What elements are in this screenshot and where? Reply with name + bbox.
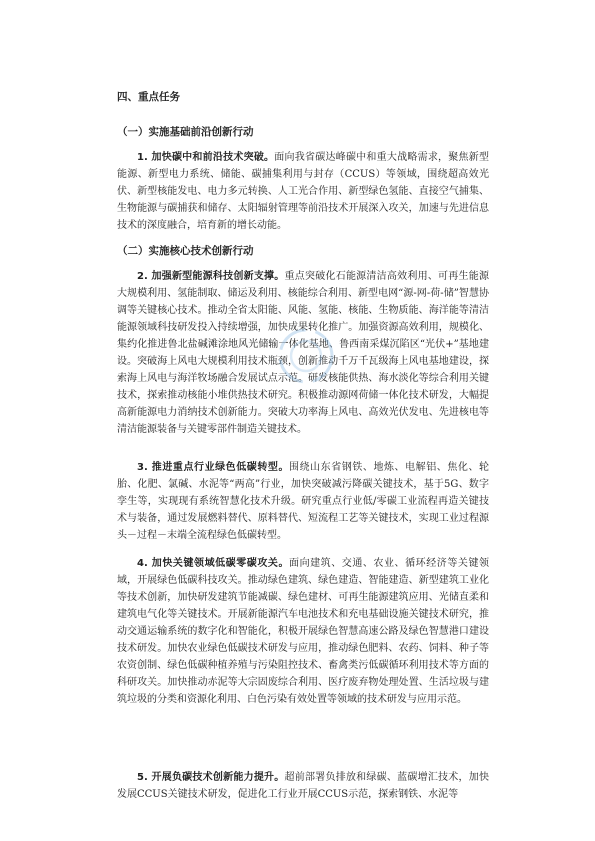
- paragraph-4-body: 面向建筑、交通、农业、循环经济等关键领域，开展绿色低碳科技攻关。推动绿色建筑、绿色建造、智能建造、新型建筑工业化等技术创新，加快研发建筑节能减碳、绿色建材、可再生能源建筑应用、光储直柔和建筑电气化等关键技术。开展新能源汽车电池技术和充电基础设施关键技术研究，推动交通运输系统的数字化和智能化，积极开展绿色智慧高速公路及绿色智慧港口建设技术研发。加快农业绿色低碳技术研发与应用，推动绿色肥料、农药、饲料、种子等农资创制、绿色低碳种植养殖与污染阻控技术、畜禽类污低碳循环利用技术等方面的科研攻关。加快推动赤泥等大宗固废综合利用、医疗废弃物处理处置、生活垃圾与建筑垃圾的分类和资源化利用、白色污染有效处置等领域的技术研发与应用示范。: [117, 558, 489, 705]
- paragraph-1-lead: 1. 加快碳中和前沿技术突破。: [137, 152, 275, 163]
- paragraph-4: [117, 555, 489, 708]
- paragraph-1-body: 面向我省碳达峰碳中和重大战略需求，聚焦新型能源、新型电力系统、储能、碳捕集利用与封存（CCUS）等领域，围绕超高效光伏、新型核能发电、电力多元转换、人工光合作用、新型绿色氢能、直接空气捕集、生物能源与碳捕获和储存、太阳辐射管理等前沿技术开展深入攻关，加速与先进信息技术的深度融合，培育新的增长动能。: [117, 152, 489, 231]
- subsection-heading-1: （一）实施基础前沿创新行动: [117, 126, 254, 138]
- paragraph-3-lead: 3. 推进重点行业绿色低碳转型。: [137, 462, 290, 473]
- paragraph-5-body: 超前部署负排放和绿碳、蓝碳增汇技术，加快发展CCUS关键技术研发，促进化工行业开展CCUS示范，探索钢铁、水泥等: [117, 772, 489, 800]
- section-heading: 四、重点任务: [117, 91, 180, 103]
- paragraph-5: [117, 769, 489, 803]
- paragraph-1: [117, 149, 489, 234]
- paragraph-3-body: 围绕山东省钢铁、地炼、电解铝、焦化、轮胎、化肥、氯碱、水泥等“两高”行业，加快突破减污降碳关键技术，基于5G、数字孪生等，实现现有系统智慧化技术升级。研究重点行业低/零碳工业流程再造关键技术与装备，通过发展燃料替代、原料替代、短流程工艺等关键技术，实现工业过程源头－过程－末端全流程绿色低碳转型。: [117, 462, 489, 541]
- watermark-logo: [274, 324, 338, 388]
- subsection-heading-2: （二）实施核心技术创新行动: [117, 245, 254, 257]
- paragraph-5-lead: 5. 开展负碳技术创新能力提升。: [137, 772, 285, 783]
- paragraph-2-lead: 2. 加强新型能源科技创新支撑。: [137, 271, 285, 282]
- paragraph-2-body: 重点突破化石能源清洁高效利用、可再生能源大规模利用、氢能制取、储运及利用、核能综合利用、新型电网“源-网-荷-储”智慧协调等关键核心技术。推动全省太阳能、风能、氢能、核能、生物质能、海洋能等清洁能源领域科技研发投入持续增强，加快成果转化推广。加强资源高效利用，规模化、集约化推进鲁北盐碱滩涂地风光储输一体化基地、鲁西南采煤沉陷区“光伏+”基地建设。突破海上风电大规模利用技术瓶颈，创新推动千万千瓦级海上风电基地建设，探索海上风电与海洋牧场融合发展试点示范。研发核能供热、海水淡化等综合利用关键技术，探索推动核能小堆供热技术研究。积极推动源网荷储一体化技术研发，大幅提高新能源电力消纳技术创新能力。突破大功率海上风电、高效光伏发电、先进核电等清洁能源装备与关键零部件制造关键技术。: [117, 271, 489, 435]
- paragraph-4-lead: 4. 加快关键领域低碳零碳攻关。: [137, 558, 290, 569]
- paragraph-3: [117, 459, 489, 544]
